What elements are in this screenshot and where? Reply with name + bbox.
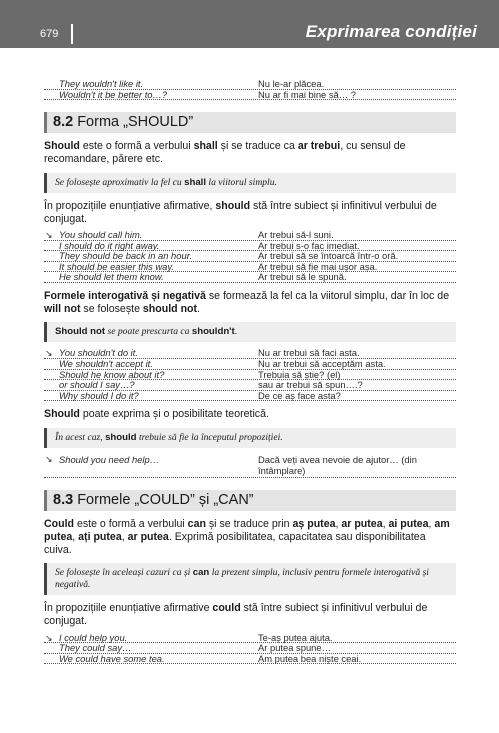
term: can (187, 517, 206, 530)
text: stă între subiect și infinitivul verbului de conjugat. (44, 602, 428, 628)
text: . Exprimă posibilitatea, capacitatea sau disponibilitatea cuiva. (44, 530, 426, 556)
romanian-translation: Nu ar trebui să faci asta. (258, 347, 360, 359)
term: ați putea (78, 530, 122, 543)
term: should (215, 199, 251, 212)
english-example: or should I say…? (59, 379, 135, 391)
arrow-icon: ↘ (45, 230, 53, 240)
term: should not (142, 303, 198, 316)
table-row (44, 230, 456, 241)
text: este o formă a verbului (79, 140, 194, 153)
romanian-translation: Nu ar trebui să acceptăm asta. (258, 357, 386, 369)
text: stă între subiect și infinitivul verbului de conjugat. (44, 199, 437, 225)
term: ai putea (388, 517, 429, 530)
text: Se folosește în aceleași cazuri ca și (55, 567, 193, 579)
note-box (44, 563, 456, 595)
table-row (44, 391, 456, 402)
text: , (121, 530, 128, 543)
text: trebuie să fie la începutul propoziției. (136, 431, 283, 443)
term: ar putea (341, 517, 383, 530)
romanian-translation: Ar trebui s-o fac imediat. (258, 239, 360, 251)
english-example: Wouldn't it be better to…? (59, 88, 168, 100)
english-example (44, 454, 258, 476)
romanian-translation: sau ar trebui să spun….? (258, 379, 363, 391)
term: am putea (44, 517, 450, 543)
romanian-translation: Dacă veți avea nevoie de ajutor… (din întâmplare) (258, 453, 417, 476)
english-example: They should be back in an hour. (59, 250, 193, 262)
page-header (0, 0, 499, 48)
term: shall (193, 140, 218, 153)
term: shall (184, 176, 207, 188)
text: este o formă a verbului (74, 517, 188, 530)
paragraph-affirmative (44, 200, 456, 226)
text: și se traduce ca (217, 140, 298, 153)
term: should (105, 431, 137, 443)
romanian-translation: Nu le-ar plăcea. (258, 78, 325, 89)
section-number: 8.3 (53, 491, 74, 508)
text: , (335, 517, 342, 530)
examples-table-negative (44, 348, 456, 401)
romanian-translation: Trebuia să știe? (el) (258, 368, 341, 380)
text: Se folosește aproximativ la fel cu (55, 176, 185, 188)
arrow-icon: ↘ (45, 348, 53, 359)
section-heading-8-2 (44, 112, 456, 133)
paragraph-affirmative (44, 602, 456, 628)
text: I could help you. (59, 631, 128, 643)
text: În propozițiile enunțiative afirmative, (44, 199, 216, 212)
english-example: I should do it right away. (59, 239, 160, 251)
section-heading-8-3 (44, 490, 456, 511)
romanian-translation: De ce aș face asta? (258, 389, 341, 401)
table-row (44, 79, 456, 90)
table-row (44, 272, 456, 283)
romanian-translation: Ar trebui să le spună. (258, 271, 347, 283)
text: Should you need help… (59, 453, 160, 465)
romanian-translation: Nu ar fi mai bine să… ? (258, 88, 356, 100)
english-example: They could say… (59, 642, 132, 654)
table-row (44, 359, 456, 370)
section-title: Formele „COULD” și „CAN” (77, 491, 254, 508)
term: will not (44, 303, 81, 316)
text: se poate prescurta ca (105, 326, 192, 338)
text: You should call him. (59, 229, 143, 240)
text: la viitorul simplu. (206, 176, 277, 188)
text: În propozițiile enunțiative afirmative (44, 602, 213, 615)
paragraph-should-intro (44, 140, 456, 166)
term: Formele interogativă și negativă (44, 289, 206, 302)
examples-table-could (44, 633, 456, 665)
text: , (72, 530, 79, 543)
text: se formează la fel ca la viitorul simplu, dar în loc de (205, 289, 450, 302)
note-box (44, 322, 456, 342)
english-example: Why should I do it? (59, 389, 139, 401)
romanian-translation: Am putea bea niște ceai. (258, 652, 362, 664)
romanian-translation: Ar putea spune… (258, 642, 331, 654)
romanian-translation: Ar trebui să fie mai ușor așa. (258, 260, 378, 272)
page-number-divider (71, 24, 73, 44)
text: , cu sensul de recomandare, părere etc. (44, 140, 406, 166)
term: could (212, 602, 241, 615)
english-example: We shouldn't accept it. (59, 357, 153, 369)
text: și se traduce prin (205, 517, 293, 530)
arrow-icon: ↘ (45, 632, 53, 643)
english-example: It should be easier this way. (59, 260, 174, 272)
section-title: Forma „SHOULD” (77, 114, 194, 131)
english-example: They wouldn't like it. (59, 78, 144, 89)
romanian-translation: Te-aș putea ajuta. (258, 631, 333, 643)
term: Should not (55, 326, 106, 338)
text: . (197, 303, 200, 316)
table-row (44, 454, 456, 478)
section-number: 8.2 (53, 114, 74, 131)
term: Could (44, 517, 75, 530)
table-row (44, 654, 456, 665)
english-example (44, 230, 258, 240)
note-box (44, 428, 456, 448)
page-number: 679 (40, 28, 59, 40)
text: la prezent simplu, inclusiv pentru formele interogativă și negativă. (55, 567, 429, 591)
text: , (382, 517, 389, 530)
note-box (44, 173, 456, 193)
english-example: We could have some tea. (59, 652, 165, 664)
examples-table-affirmative (44, 230, 456, 283)
term: shouldn't (191, 326, 235, 338)
text: se folosește (80, 303, 143, 316)
english-example (44, 633, 258, 643)
examples-table-possibility (44, 454, 456, 478)
romanian-translation: Ar trebui să-l suni. (258, 229, 334, 240)
chapter-title: Exprimarea condiției (305, 22, 477, 41)
term: Should (44, 408, 80, 421)
table-row (44, 90, 456, 101)
term: can (192, 567, 210, 579)
text: , (428, 517, 435, 530)
text: În acest caz, (55, 431, 106, 443)
page-content (44, 79, 456, 664)
arrow-icon: ↘ (45, 453, 53, 464)
term: ar trebui (297, 140, 341, 153)
paragraph-interrogative-negative (44, 290, 456, 316)
english-example (44, 348, 258, 358)
text: poate exprima și o posibilitate teoretică. (79, 408, 269, 421)
term: ar putea (127, 530, 169, 543)
text: . (234, 326, 238, 338)
english-example: Should he know about it? (59, 368, 165, 380)
romanian-translation: Ar trebui să se întoarcă într-o oră. (258, 250, 399, 262)
paragraph-possibility (44, 408, 456, 421)
term: Should (44, 140, 80, 153)
paragraph-could-intro (44, 518, 456, 558)
english-example: He should let them know. (59, 271, 164, 283)
term: aș putea (292, 517, 336, 530)
examples-table-top (44, 79, 456, 100)
text: You shouldn't do it. (59, 347, 138, 359)
